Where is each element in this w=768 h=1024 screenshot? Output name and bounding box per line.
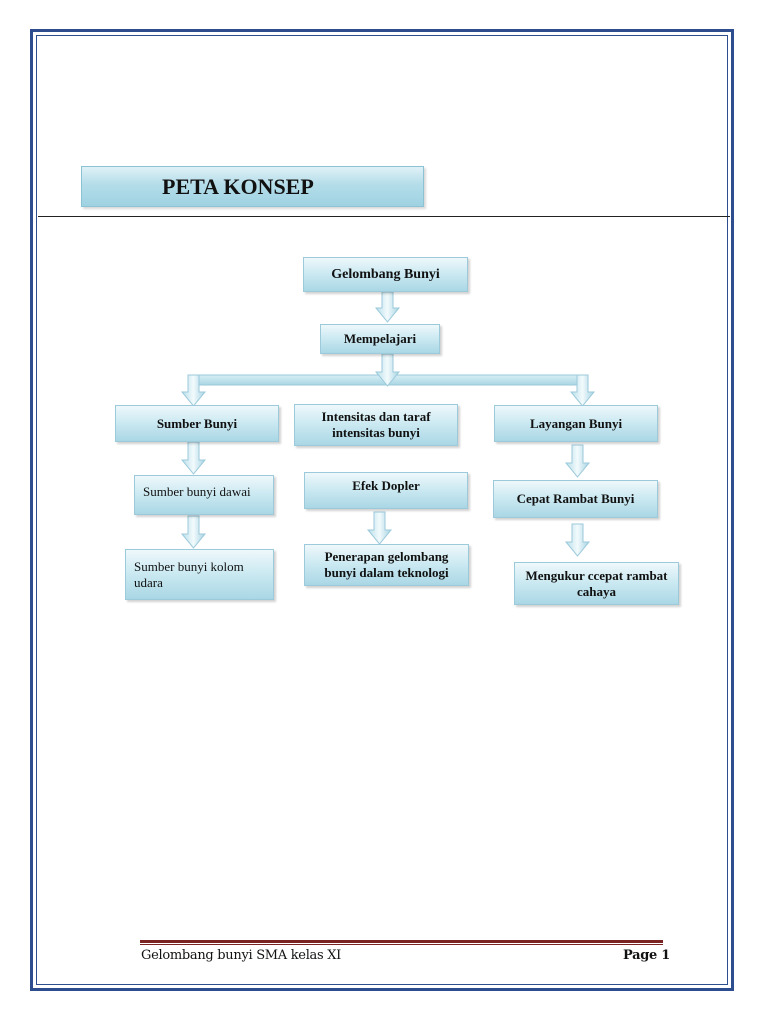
node-penerapan [304, 544, 469, 586]
node-label: Efek Dopler [352, 478, 420, 493]
node-label: Layangan Bunyi [529, 415, 623, 431]
node-label: Gelombang Bunyi [331, 266, 440, 282]
node-sumber-bunyi-dawai [134, 475, 274, 515]
node-label: Penerapan gelombang bunyi dalam teknologi [324, 549, 449, 580]
node-label: Intensitas dan taraf intensitas bunyi [321, 409, 431, 440]
node-mengukur [514, 562, 679, 605]
node-gelombang-bunyi [303, 257, 468, 292]
node-intensitas [294, 404, 458, 446]
node-mempelajari [320, 324, 440, 354]
footer-title: Gelombang bunyi SMA kelas XI [141, 948, 342, 963]
arrow-dopler-to-penerapan [368, 512, 391, 544]
arrow-sumber-to-dawai [182, 442, 205, 474]
page-number: Page 1 [623, 948, 670, 963]
node-label: Mempelajari [343, 331, 417, 346]
arrow-dawai-to-kolom [182, 516, 205, 548]
arrow-layangan-to-cepat [566, 445, 589, 477]
footer-rule-thin [140, 944, 663, 945]
node-sumber-bunyi-kolom-udara [125, 549, 274, 600]
node-label: Sumber bunyi kolom udara [134, 558, 244, 590]
node-sumber-bunyi [115, 405, 279, 442]
footer-rule-thick [140, 940, 663, 943]
node-layangan-bunyi [494, 405, 658, 442]
arrow-cepat-to-mengukur [566, 524, 589, 556]
page-title: PETA KONSEP [162, 174, 314, 199]
node-label: Sumber Bunyi [156, 415, 238, 431]
node-label: Cepat Rambat Bunyi [516, 491, 635, 506]
arrow-root-to-mempelajari [376, 292, 399, 322]
node-label: Sumber bunyi dawai [143, 484, 251, 499]
node-label: Mengukur ccepat rambat cahaya [525, 567, 668, 599]
node-efek-dopler [304, 472, 468, 509]
node-cepat-rambat-bunyi [493, 480, 658, 518]
